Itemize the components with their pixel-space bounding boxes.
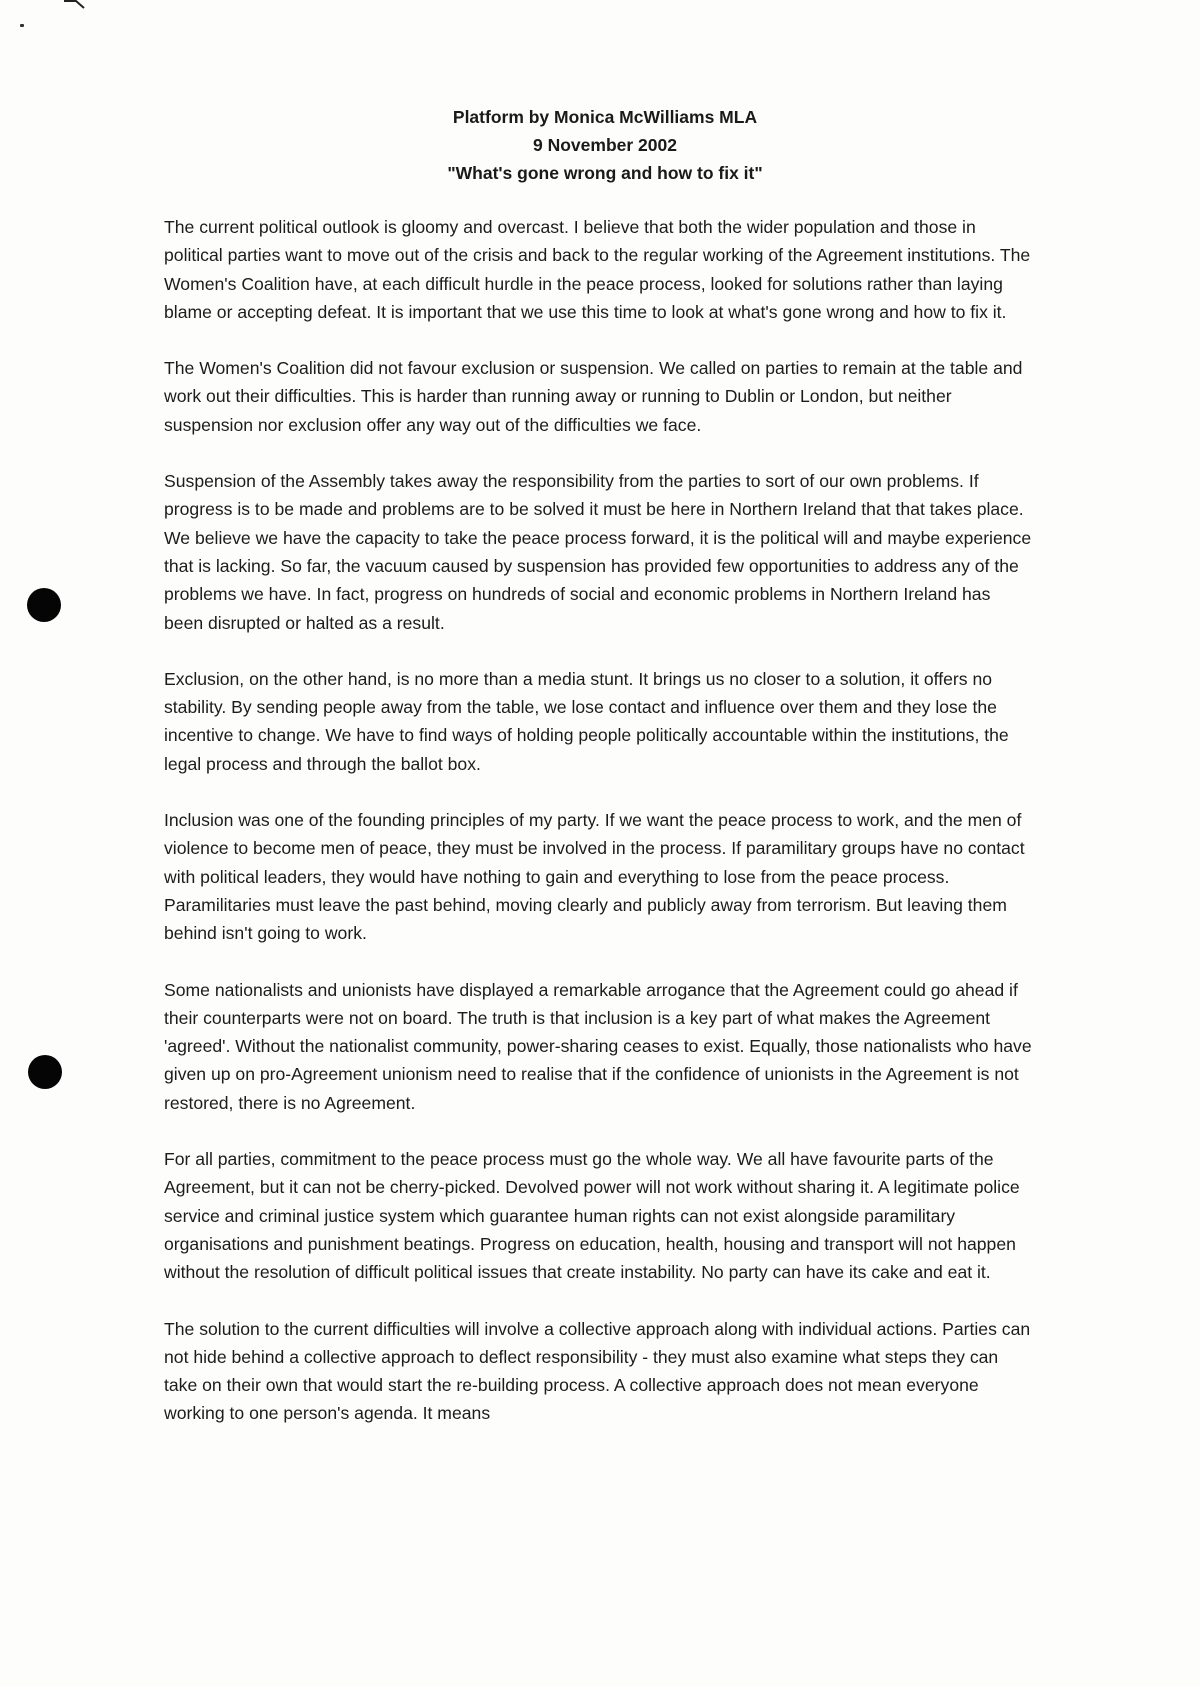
- paragraph: Suspension of the Assembly takes away the responsibility from the parties to sort of our own problems. If progress is to be made and problems are to be solved it must be here in Northern Ireland that that takes place. We believe we have the capacity to take the peace process forward, it is the political will and maybe experience that is lacking. So far, the vacuum caused by suspension has provided few opportunities to address any of the problems we have. In fact, progress on hundreds of social and economic problems in Northern Ireland has been disrupted or halted as a result.: [164, 471, 1032, 633]
- header-date: 9 November 2002: [533, 135, 677, 155]
- document-body: [164, 213, 1034, 1456]
- paragraph: Some nationalists and unionists have displayed a remarkable arrogance that the Agreement could go ahead if their counterparts were not on board. The truth is that inclusion is a key part of what makes the Agreement 'agreed'. Without the nationalist community, power-sharing ceases to exist. Equally, those nationalists who have given up on pro-Agreement unionism need to realise that if the confidence of unionists in the Agreement is not restored, there is no Agreement.: [164, 979, 1032, 1113]
- paragraph: The Women's Coalition did not favour exclusion or suspension. We called on parties to remain at the table and work out their difficulties. This is harder than running away or running to Dublin or London, but neither suspension nor exclusion offer any way out of the difficulties we face.: [164, 358, 1023, 435]
- scan-speck: [20, 24, 24, 27]
- header-subtitle: "What's gone wrong and how to fix it": [447, 163, 763, 183]
- paragraph: The solution to the current difficulties will involve a collective approach along with individual actions. Parties can not hide behind a collective approach to deflect responsibility - they must also examine what steps they can take on their own that would start the re-building process. A collective approach does not mean everyone working to one person's agenda. It means: [164, 1318, 1031, 1424]
- paragraph: Exclusion, on the other hand, is no more than a media stunt. It brings us no closer to a solution, it offers no stability. By sending people away from the table, we lose contact and influence over them and they lose the incentive to change. We have to find ways of holding people politically accountable within the institutions, the legal process and through the ballot box.: [164, 668, 1009, 774]
- document-header: [0, 103, 1200, 187]
- header-title: Platform by Monica McWilliams MLA: [452, 107, 758, 127]
- punch-hole: [27, 588, 61, 622]
- punch-hole: [28, 1055, 62, 1089]
- paragraph: Inclusion was one of the founding principles of my party. If we want the peace process to work, and the men of violence to become men of peace, they must be involved in the process. If paramilitary groups have no contact with political leaders, they would have nothing to gain and everything to lose from the peace process. Paramilitaries must leave the past behind, moving clearly and publicly away from terrorism. But leaving them behind isn't going to work.: [164, 810, 1025, 944]
- paragraph: For all parties, commitment to the peace process must go the whole way. We all have favourite parts of the Agreement, but it can not be cherry-picked. Devolved power will not work without sharing it. A legitimate police service and criminal justice system which guarantee human rights can not exist alongside paramilitary organisations and punishment beatings. Progress on education, health, housing and transport will not happen without the resolution of difficult political issues that create instability. No party can have its cake and eat it.: [164, 1149, 1020, 1283]
- paragraph: The current political outlook is gloomy and overcast. I believe that both the wider population and those in political parties want to move out of the crisis and back to the regular working of the Agreement institutions. The Women's Coalition have, at each difficult hurdle in the peace process, looked for solutions rather than laying blame or accepting defeat. It is important that we use this time to look at what's gone wrong and how to fix it.: [164, 217, 1031, 322]
- corner-scan-mark: [62, 0, 88, 10]
